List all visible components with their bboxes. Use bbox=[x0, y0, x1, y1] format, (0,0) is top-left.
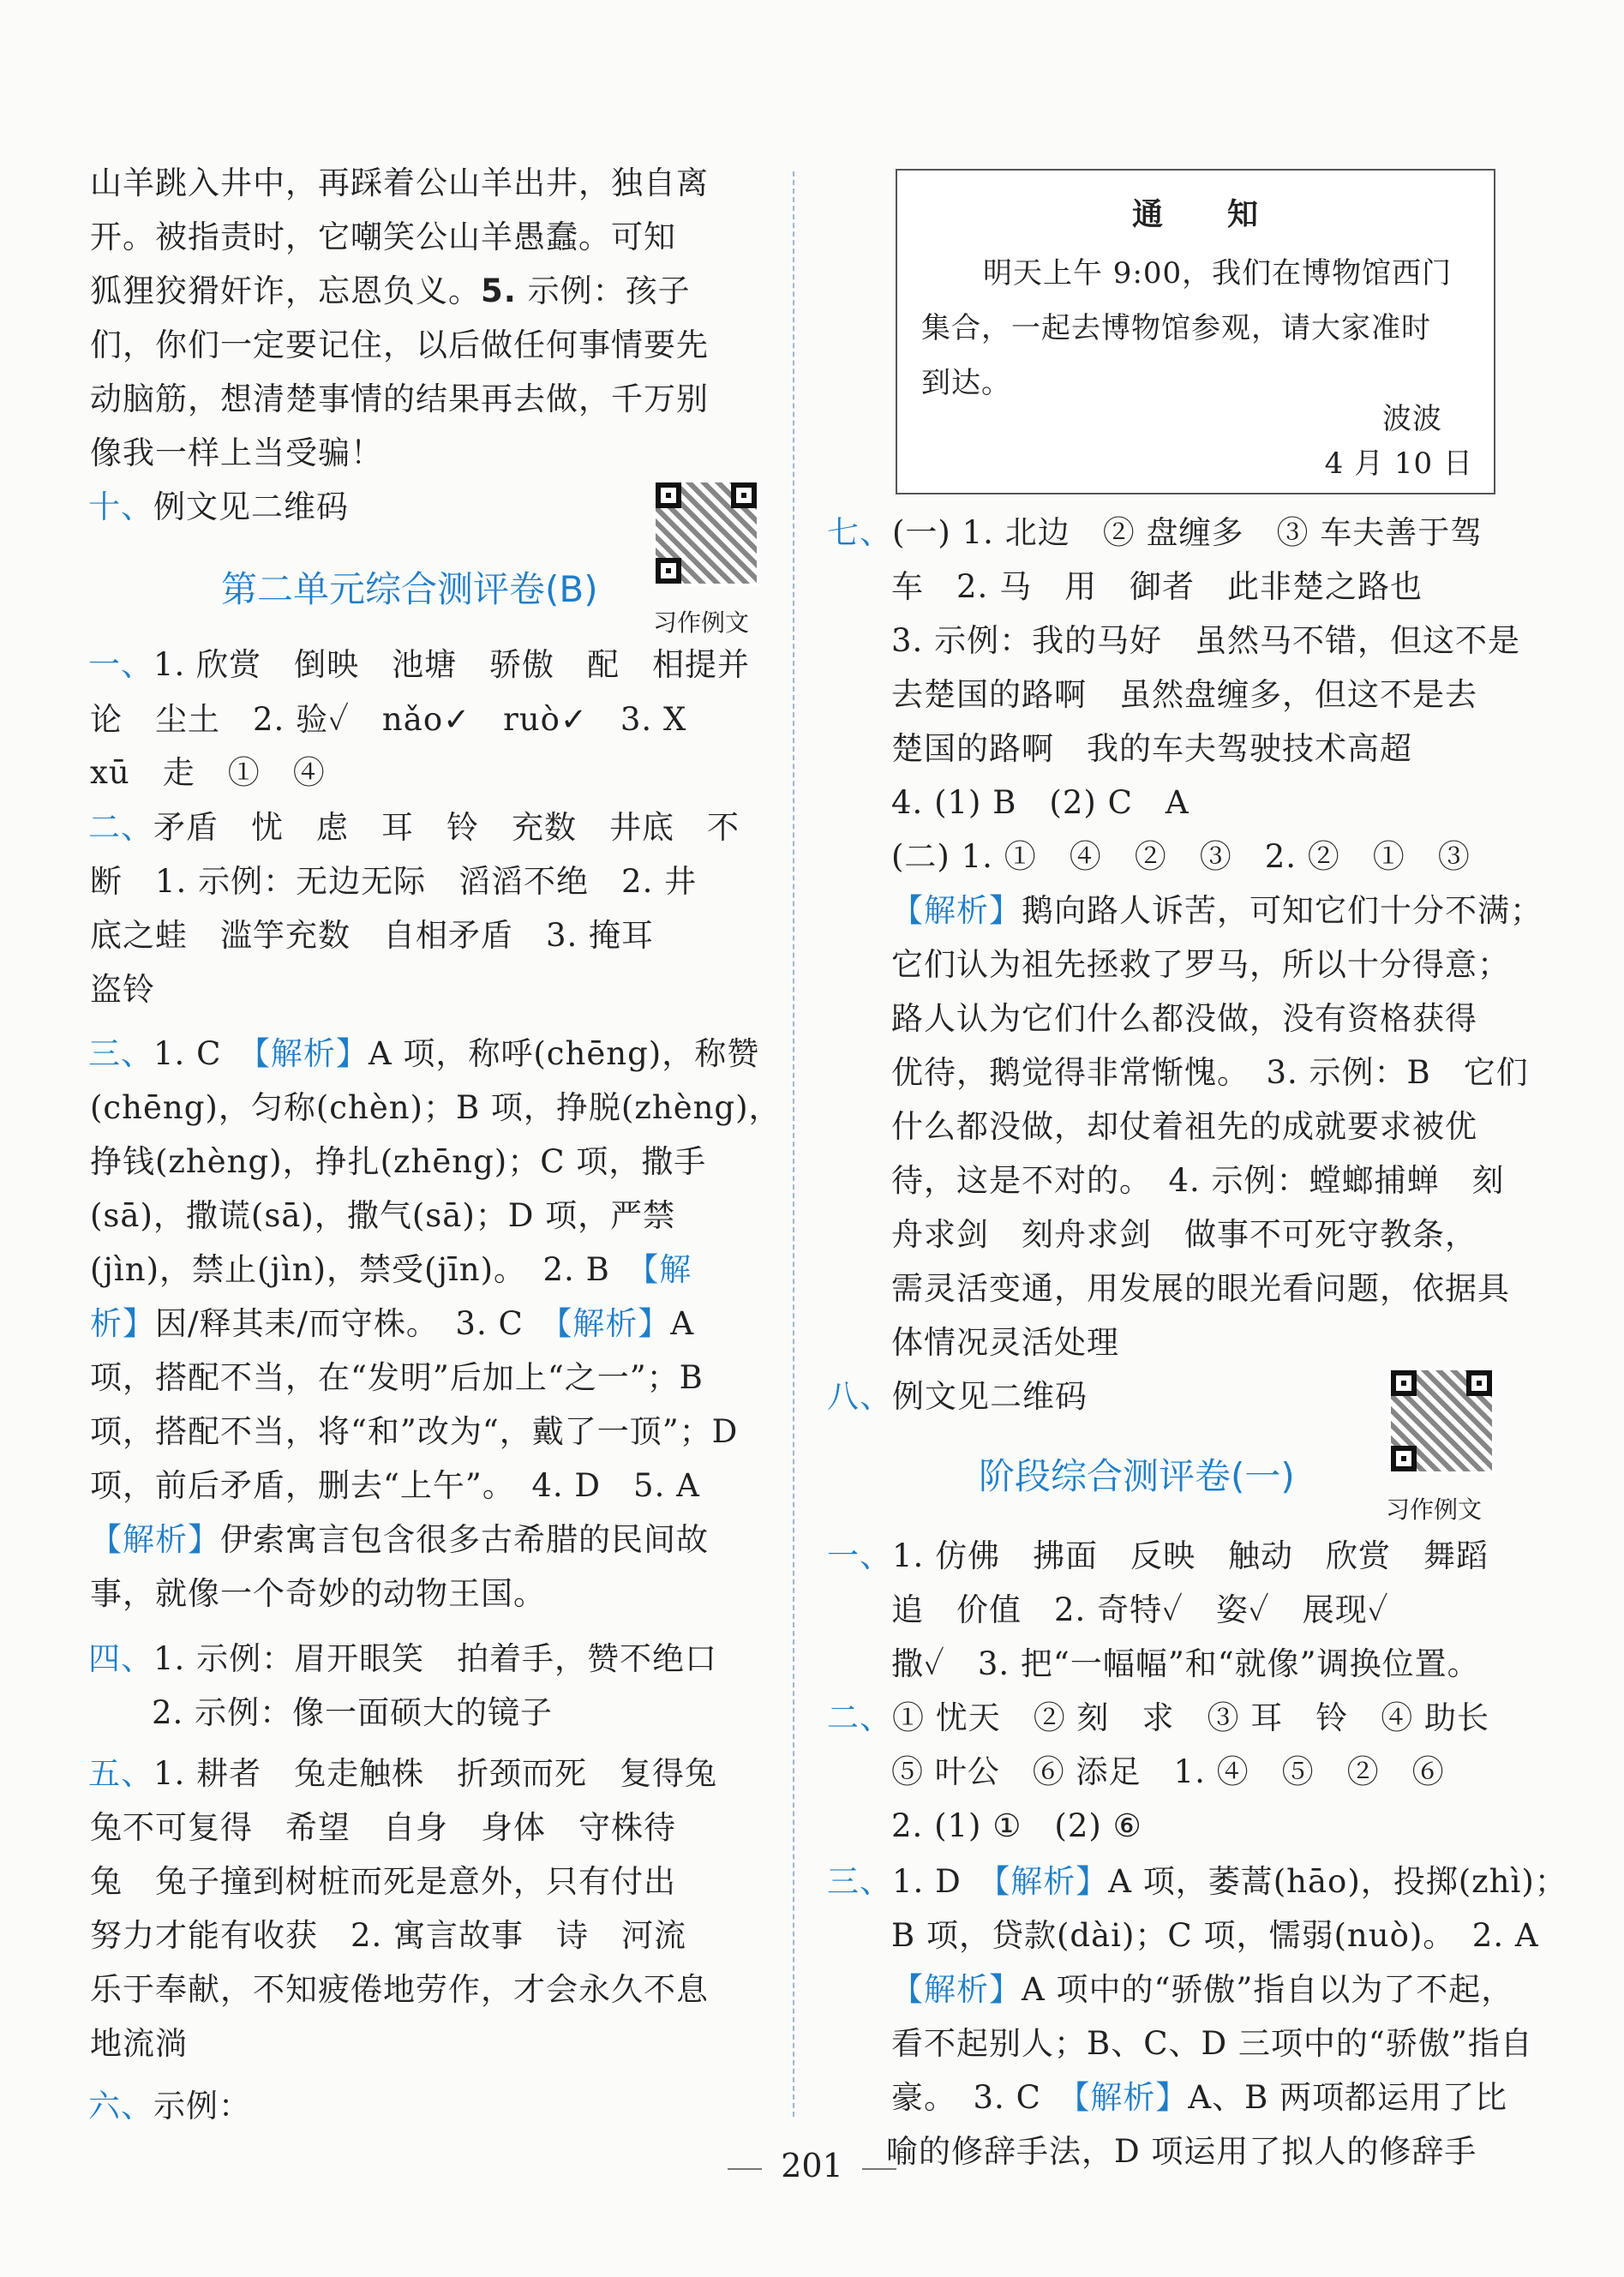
notice-title: 通 知 bbox=[1131, 197, 1259, 232]
text-line: 【解析】伊索寓言包含很多古希腊的民间故 bbox=[90, 1521, 709, 1558]
text-line: 【解析】A 项中的“骄傲”指自以为了不起， bbox=[891, 1971, 1514, 2008]
text-line: 什么都没做，却仗着祖先的成就要求被优 bbox=[891, 1108, 1477, 1145]
text-line: 3. 示例：我的马好 虽然马不错，但这不是 bbox=[891, 622, 1521, 659]
text-line: (sā)，撒谎(sā)，撒气(sā)；D 项，严禁 bbox=[90, 1197, 676, 1234]
text-line: 体情况灵活处理 bbox=[891, 1324, 1119, 1361]
text-line: 2. (1) ① (2) ⑥ bbox=[891, 1807, 1142, 1844]
notice-line: 集合，一起去博物馆参观，请大家准时 bbox=[921, 311, 1431, 345]
text-line: 兔不可复得 希望 自身 身体 守株待 bbox=[90, 1809, 676, 1846]
text-line: 断 1. 示例：无边无际 滔滔不绝 2. 井 bbox=[90, 863, 698, 900]
text-line: 盗铃 bbox=[90, 971, 155, 1008]
text-line: 像我一样上当受骗！ bbox=[90, 434, 383, 471]
text-line: 看不起别人；B、C、D 三项中的“骄傲”指自 bbox=[891, 2025, 1533, 2062]
notice-date: 4 月 10 日 bbox=[1324, 446, 1473, 481]
text-line: 一、1. 欣赏 倒映 池塘 骄傲 配 相提并 bbox=[88, 646, 751, 683]
text-line: (chēng)，匀称(chèn)；B 项，挣脱(zhèng)， bbox=[90, 1089, 782, 1126]
text-line: 动脑筋，想清楚事情的结果再去做，千万别 bbox=[90, 380, 709, 417]
page-number: 201 bbox=[0, 2147, 1624, 2184]
text-line: 挣钱(zhèng)，挣扎(zhēng)；C 项，撒手 bbox=[90, 1143, 707, 1180]
text-line: 开。被指责时，它嘲笑公山羊愚蠢。可知 bbox=[90, 219, 676, 255]
text-line: 二、矛盾 忧 虑 耳 铃 充数 井底 不 bbox=[88, 809, 740, 846]
qr-code-icon[interactable] bbox=[653, 480, 759, 586]
text-line: 待，这是不对的。 4. 示例：螳螂捕蝉 刻 bbox=[891, 1162, 1505, 1199]
text-line: (二) 1. ① ④ ② ③ 2. ② ① ③ bbox=[891, 838, 1471, 875]
section-title-stage-1: 阶段综合测评卷(一) bbox=[979, 1455, 1295, 1497]
text-line: 项，搭配不当，将“和”改为“，戴了一顶”；D bbox=[90, 1413, 739, 1450]
text-line: 七、(一) 1. 北边 ② 盘缠多 ③ 车夫善于驾 bbox=[827, 514, 1483, 551]
text-line: 追 价值 2. 奇特✓ 姿✓ 展现✓ bbox=[891, 1591, 1389, 1628]
text-line: 2. 示例：像一面硕大的镜子 bbox=[152, 1694, 554, 1731]
text-line: 六、示例： bbox=[88, 2088, 251, 2124]
text-line: (jìn)，禁止(jìn)，禁受(jīn)。 2. B 【解 bbox=[90, 1251, 692, 1288]
section-title-unit2-b: 第二单元综合测评卷(B) bbox=[221, 568, 598, 610]
notice-signer: 波波 bbox=[1382, 402, 1442, 436]
text-line: 事，就像一个奇妙的动物王国。 bbox=[90, 1575, 546, 1612]
text-line: 它们认为祖先拯救了罗马，所以十分得意； bbox=[891, 946, 1510, 983]
text-line: 析】因/释其耒/而守株。 3. C 【解析】A bbox=[90, 1305, 695, 1342]
section-eight: 八、例文见二维码 bbox=[827, 1378, 1088, 1415]
text-line: 路人认为它们什么都没做，没有资格获得 bbox=[891, 1000, 1477, 1037]
text-line: B 项，贷款(dài)；C 项，懦弱(nuò)。 2. A bbox=[891, 1917, 1539, 1954]
text-line: ⑤ 叶公 ⑥ 添足 1. ④ ⑤ ② ⑥ bbox=[891, 1753, 1445, 1790]
text-line: 三、1. D 【解析】A 项，萎蒿(hāo)，投掷(zhì)； bbox=[827, 1863, 1567, 1900]
text-line: 底之蛙 滥竽充数 自相矛盾 3. 掩耳 bbox=[90, 917, 655, 954]
text-line: 需灵活变通，用发展的眼光看问题，依据具 bbox=[891, 1270, 1510, 1307]
qr-code-icon[interactable] bbox=[1388, 1368, 1495, 1474]
text-line: 舟求剑 刻舟求剑 做事不可死守教条， bbox=[891, 1216, 1477, 1253]
text-line: 【解析】鹅向路人诉苦，可知它们十分不满； bbox=[891, 892, 1543, 929]
text-line: 二、① 忧天 ② 刻 求 ③ 耳 铃 ④ 助长 bbox=[827, 1699, 1490, 1736]
text-line: 论 尘土 2. 验✓ nǎo✓ ruò✓ 3. X bbox=[90, 701, 687, 738]
text-line: 们，你们一定要记住，以后做任何事情要先 bbox=[90, 327, 709, 363]
notice-box bbox=[896, 169, 1495, 494]
section-ten: 十、例文见二维码 bbox=[88, 488, 349, 525]
text-line: 四、1. 示例：眉开眼笑 拍着手，赞不绝口 bbox=[88, 1640, 718, 1677]
text-line: 努力才能有收获 2. 寓言故事 诗 河流 bbox=[90, 1917, 687, 1954]
text-line: 项，前后矛盾，删去“上午”。 4. D 5. A bbox=[90, 1467, 700, 1504]
text-line: 狐狸狡猾奸诈，忘恩负义。5. 示例：孩子 bbox=[90, 273, 691, 309]
text-line: 乐于奉献，不知疲倦地劳作，才会永久不息 bbox=[90, 1971, 709, 2008]
text-line: 兔 兔子撞到树桩而死是意外，只有付出 bbox=[90, 1863, 676, 1900]
text-line: 4. (1) B (2) C A bbox=[891, 784, 1190, 821]
text-line: 地流淌 bbox=[90, 2025, 188, 2062]
text-line: 车 2. 马 用 御者 此非楚之路也 bbox=[891, 568, 1423, 605]
notice-line: 明天上午 9:00，我们在博物馆西门 bbox=[983, 256, 1453, 291]
text-line: xū 走 ① ④ bbox=[90, 754, 326, 791]
text-line: 五、1. 耕者 兔走触株 折颈而死 复得兔 bbox=[88, 1755, 718, 1792]
text-line: 一、1. 仿佛 拂面 反映 触动 欣赏 舞蹈 bbox=[827, 1537, 1489, 1574]
text-line: 豪。 3. C 【解析】A、B 两项都运用了比 bbox=[891, 2079, 1508, 2116]
text-line: 去楚国的路啊 虽然盘缠多，但这不是去 bbox=[891, 676, 1477, 713]
text-line: 三、1. C 【解析】A 项，称呼(chēng)，称赞 bbox=[88, 1035, 760, 1072]
column-divider bbox=[793, 171, 794, 2117]
text-line: 山羊跳入井中，再踩着公山羊出井，独自离 bbox=[90, 165, 709, 201]
text-line: 优待，鹅觉得非常惭愧。 3. 示例：B 它们 bbox=[891, 1054, 1529, 1091]
text-line: 喻的修辞手法，D 项运用了拟人的修辞手 bbox=[886, 2133, 1477, 2170]
notice-line: 到达。 bbox=[921, 366, 1011, 400]
qr-caption: 习作例文 bbox=[653, 608, 750, 637]
qr-caption: 习作例文 bbox=[1386, 1495, 1483, 1524]
text-line: 项，搭配不当，在“发明”后加上“之一”；B bbox=[90, 1359, 704, 1396]
text-line: 楚国的路啊 我的车夫驾驶技术高超 bbox=[891, 730, 1412, 767]
text-line: 撒✓ 3. 把“一幅幅”和“就像”调换位置。 bbox=[891, 1645, 1480, 1682]
